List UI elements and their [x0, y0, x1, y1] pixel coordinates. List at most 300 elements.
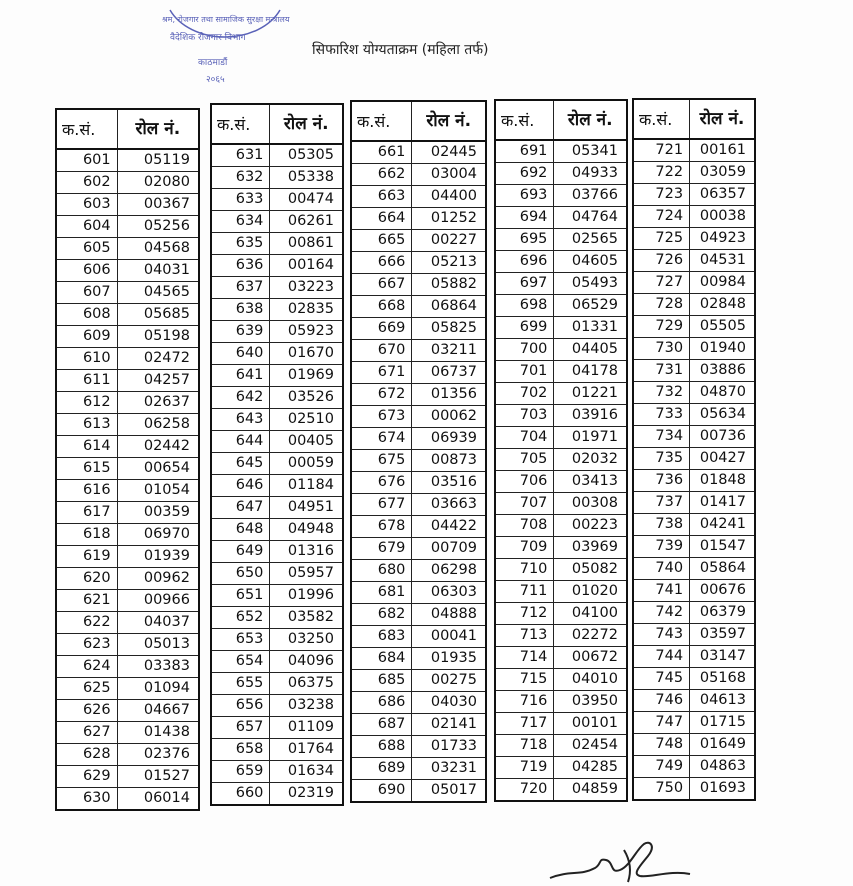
table-row: [56, 568, 199, 590]
table-row: [633, 690, 755, 712]
serial-number: 664: [351, 208, 412, 230]
svg-text:२०६५: २०६५: [206, 75, 225, 85]
table-row: [211, 189, 343, 211]
serial-number: 725: [633, 228, 690, 250]
table-row: [211, 343, 343, 365]
serial-number: 662: [351, 164, 412, 186]
table-row: [633, 139, 755, 162]
serial-number: 685: [351, 670, 412, 692]
serial-number: 611: [56, 370, 117, 392]
table-row: [56, 260, 199, 282]
table-row: [211, 739, 343, 761]
roll-number: 02454: [554, 735, 627, 757]
roll-number: 03238: [270, 695, 343, 717]
serial-number: 736: [633, 470, 690, 492]
table-row: [351, 362, 486, 384]
table-row: [495, 515, 627, 537]
table-row: [211, 365, 343, 387]
serial-number: 712: [495, 603, 554, 625]
roll-table-5: [632, 98, 756, 801]
roll-number: 02510: [270, 409, 343, 431]
table-row: [211, 651, 343, 673]
roll-number: 02272: [554, 625, 627, 647]
table-row: [633, 536, 755, 558]
serial-number: 629: [56, 766, 117, 788]
table-row: [495, 339, 627, 361]
table-row: [56, 766, 199, 788]
roll-number: 03526: [270, 387, 343, 409]
roll-number: 00474: [270, 189, 343, 211]
table-row: [56, 788, 199, 811]
svg-text:वैदेशिक रोजगार विभाग: वैदेशिक रोजगार विभाग: [170, 33, 246, 43]
table-row: [351, 604, 486, 626]
table-row: [495, 163, 627, 185]
table-row: [56, 480, 199, 502]
table-row: [211, 431, 343, 453]
serial-number: 627: [56, 722, 117, 744]
serial-number: 632: [211, 167, 270, 189]
table-row: [211, 387, 343, 409]
roll-number: 06379: [690, 602, 755, 624]
serial-number: 743: [633, 624, 690, 646]
serial-number: 750: [633, 778, 690, 801]
table-row: [633, 316, 755, 338]
roll-number: 04100: [554, 603, 627, 625]
serial-number: 692: [495, 163, 554, 185]
roll-number: 00736: [690, 426, 755, 448]
serial-number: 650: [211, 563, 270, 585]
roll-number: 04096: [270, 651, 343, 673]
roll-number: 01417: [690, 492, 755, 514]
table-row: [495, 625, 627, 647]
table-row: [495, 713, 627, 735]
roll-number: 04870: [690, 382, 755, 404]
table-row: [351, 428, 486, 450]
roll-number: 04010: [554, 669, 627, 691]
table-row: [351, 714, 486, 736]
serial-number: 618: [56, 524, 117, 546]
serial-number: 693: [495, 185, 554, 207]
table-row: [495, 229, 627, 251]
table-row: [495, 317, 627, 339]
table-row: [351, 384, 486, 406]
roll-number: 06864: [412, 296, 486, 318]
roll-number: 01715: [690, 712, 755, 734]
table-row: [495, 361, 627, 383]
roll-number: 03004: [412, 164, 486, 186]
table-row: [633, 756, 755, 778]
serial-number: 670: [351, 340, 412, 362]
table-row: [633, 602, 755, 624]
roll-number: 04178: [554, 361, 627, 383]
signature: [540, 830, 700, 886]
serial-number: 658: [211, 739, 270, 761]
table-row: [351, 692, 486, 714]
roll-number: 05305: [270, 144, 343, 167]
table-row: [56, 216, 199, 238]
roll-number: 00161: [690, 139, 755, 162]
roll-number: 05256: [117, 216, 199, 238]
roll-number: 03663: [412, 494, 486, 516]
serial-number: 614: [56, 436, 117, 458]
roll-number: 00308: [554, 493, 627, 515]
serial-number: 707: [495, 493, 554, 515]
table-row: [351, 538, 486, 560]
roll-number: 00676: [690, 580, 755, 602]
roll-number: 01547: [690, 536, 755, 558]
serial-number: 733: [633, 404, 690, 426]
roll-number: 04037: [117, 612, 199, 634]
roll-number: 01316: [270, 541, 343, 563]
serial-number: 625: [56, 678, 117, 700]
table-row: [56, 722, 199, 744]
roll-number: 01331: [554, 317, 627, 339]
roll-number: 02141: [412, 714, 486, 736]
table-row: [495, 140, 627, 163]
serial-number: 621: [56, 590, 117, 612]
serial-number: 615: [56, 458, 117, 480]
roll-table-3: [350, 100, 487, 803]
roll-number: 03223: [270, 277, 343, 299]
serial-number: 714: [495, 647, 554, 669]
table-row: [495, 735, 627, 757]
roll-number: 04241: [690, 514, 755, 536]
serial-number: 633: [211, 189, 270, 211]
table-row: [633, 294, 755, 316]
table-row: [211, 409, 343, 431]
roll-number: 00984: [690, 272, 755, 294]
roll-number: 04285: [554, 757, 627, 779]
table-row: [633, 184, 755, 206]
serial-number: 637: [211, 277, 270, 299]
table-row: [633, 492, 755, 514]
roll-number: 06298: [412, 560, 486, 582]
serial-number: 749: [633, 756, 690, 778]
table-row: [495, 207, 627, 229]
roll-number: 05825: [412, 318, 486, 340]
roll-table-4: [494, 99, 628, 802]
serial-number: 604: [56, 216, 117, 238]
table-row: [351, 626, 486, 648]
roll-number: 01848: [690, 470, 755, 492]
serial-number: 715: [495, 669, 554, 691]
roll-number: 01527: [117, 766, 199, 788]
table-row: [495, 295, 627, 317]
roll-header: रोल नं.: [690, 99, 755, 139]
table-row: [495, 779, 627, 802]
roll-number: 04605: [554, 251, 627, 273]
roll-number: 01252: [412, 208, 486, 230]
serial-number: 677: [351, 494, 412, 516]
serial-number: 669: [351, 318, 412, 340]
roll-number: 06529: [554, 295, 627, 317]
roll-number: 04948: [270, 519, 343, 541]
serial-number: 711: [495, 581, 554, 603]
roll-number: 02445: [412, 141, 486, 164]
serial-number: 635: [211, 233, 270, 255]
roll-number: 06737: [412, 362, 486, 384]
serial-number: 705: [495, 449, 554, 471]
table-row: [495, 581, 627, 603]
serial-number: 630: [56, 788, 117, 811]
roll-number: 02848: [690, 294, 755, 316]
table-row: [633, 778, 755, 801]
roll-number: 01221: [554, 383, 627, 405]
table-row: [211, 695, 343, 717]
serial-number: 644: [211, 431, 270, 453]
table-row: [633, 668, 755, 690]
table-row: [633, 272, 755, 294]
table-row: [495, 449, 627, 471]
roll-number: 01996: [270, 585, 343, 607]
roll-number: 02472: [117, 348, 199, 370]
table-row: [351, 516, 486, 538]
roll-number: 04859: [554, 779, 627, 802]
roll-number: 05341: [554, 140, 627, 163]
serial-header: क.सं.: [495, 100, 554, 140]
table-row: [211, 717, 343, 739]
serial-number: 628: [56, 744, 117, 766]
roll-number: 05685: [117, 304, 199, 326]
table-row: [351, 648, 486, 670]
office-seal-stamp: [150, 0, 300, 90]
table-row: [211, 783, 343, 806]
roll-number: 05013: [117, 634, 199, 656]
roll-number: 02032: [554, 449, 627, 471]
serial-number: 655: [211, 673, 270, 695]
roll-number: 00059: [270, 453, 343, 475]
roll-number: 05198: [117, 326, 199, 348]
table-row: [56, 700, 199, 722]
serial-number: 607: [56, 282, 117, 304]
serial-header: क.सं.: [56, 109, 117, 149]
table-row: [56, 436, 199, 458]
serial-number: 723: [633, 184, 690, 206]
serial-number: 704: [495, 427, 554, 449]
table-row: [56, 458, 199, 480]
table-row: [211, 541, 343, 563]
serial-number: 689: [351, 758, 412, 780]
table-row: [633, 558, 755, 580]
serial-number: 720: [495, 779, 554, 802]
table-row: [633, 624, 755, 646]
table-row: [351, 736, 486, 758]
table-row: [633, 734, 755, 756]
table-row: [351, 560, 486, 582]
table-row: [495, 603, 627, 625]
serial-number: 649: [211, 541, 270, 563]
serial-number: 734: [633, 426, 690, 448]
serial-number: 730: [633, 338, 690, 360]
roll-number: 04531: [690, 250, 755, 272]
serial-number: 732: [633, 382, 690, 404]
table-row: [56, 524, 199, 546]
table-row: [56, 656, 199, 678]
serial-number: 682: [351, 604, 412, 626]
table-row: [211, 607, 343, 629]
serial-number: 737: [633, 492, 690, 514]
serial-number: 671: [351, 362, 412, 384]
serial-number: 642: [211, 387, 270, 409]
roll-number: 06258: [117, 414, 199, 436]
roll-number: 04933: [554, 163, 627, 185]
table-row: [351, 164, 486, 186]
svg-text:काठमाडौं: काठमाडौं: [198, 58, 228, 68]
table-row: [56, 392, 199, 414]
table-row: [633, 360, 755, 382]
serial-number: 672: [351, 384, 412, 406]
roll-header: रोल नं.: [117, 109, 199, 149]
roll-number: 01356: [412, 384, 486, 406]
roll-number: 00654: [117, 458, 199, 480]
serial-number: 687: [351, 714, 412, 736]
table-row: [56, 326, 199, 348]
table-row: [495, 559, 627, 581]
roll-number: 01020: [554, 581, 627, 603]
roll-table-2: [210, 103, 344, 806]
serial-number: 652: [211, 607, 270, 629]
roll-number: 04405: [554, 339, 627, 361]
roll-number: 02376: [117, 744, 199, 766]
table-row: [56, 678, 199, 700]
table-row: [56, 149, 199, 172]
roll-header: रोल नं.: [270, 104, 343, 144]
table-row: [495, 251, 627, 273]
serial-number: 676: [351, 472, 412, 494]
roll-number: 06261: [270, 211, 343, 233]
roll-number: 04923: [690, 228, 755, 250]
roll-number: 00041: [412, 626, 486, 648]
serial-number: 695: [495, 229, 554, 251]
roll-number: 03383: [117, 656, 199, 678]
table-row: [211, 475, 343, 497]
roll-number: 02835: [270, 299, 343, 321]
table-row: [211, 321, 343, 343]
table-row: [351, 670, 486, 692]
roll-number: 03916: [554, 405, 627, 427]
serial-number: 601: [56, 149, 117, 172]
serial-number: 603: [56, 194, 117, 216]
roll-number: 03582: [270, 607, 343, 629]
page-title: सिफारिश योग्यताक्रम (महिला तर्फ): [312, 42, 489, 58]
table-row: [633, 712, 755, 734]
roll-number: 03886: [690, 360, 755, 382]
table-row: [351, 406, 486, 428]
roll-number: 00223: [554, 515, 627, 537]
serial-number: 668: [351, 296, 412, 318]
serial-number: 686: [351, 692, 412, 714]
serial-number: 735: [633, 448, 690, 470]
roll-header: रोल नं.: [412, 101, 486, 141]
table-row: [351, 141, 486, 164]
table-row: [211, 299, 343, 321]
roll-number: 05082: [554, 559, 627, 581]
roll-number: 00275: [412, 670, 486, 692]
roll-number: 00873: [412, 450, 486, 472]
table-row: [351, 758, 486, 780]
roll-number: 01649: [690, 734, 755, 756]
serial-number: 721: [633, 139, 690, 162]
serial-number: 654: [211, 651, 270, 673]
serial-number: 617: [56, 502, 117, 524]
serial-number: 661: [351, 141, 412, 164]
serial-number: 747: [633, 712, 690, 734]
serial-number: 634: [211, 211, 270, 233]
roll-table-1: [55, 108, 200, 811]
serial-number: 699: [495, 317, 554, 339]
table-row: [351, 274, 486, 296]
table-row: [56, 414, 199, 436]
table-row: [633, 470, 755, 492]
serial-number: 648: [211, 519, 270, 541]
roll-header: रोल नं.: [554, 100, 627, 140]
serial-number: 612: [56, 392, 117, 414]
serial-number: 626: [56, 700, 117, 722]
roll-number: 02319: [270, 783, 343, 806]
serial-number: 660: [211, 783, 270, 806]
table-row: [56, 502, 199, 524]
roll-number: 02565: [554, 229, 627, 251]
table-row: [633, 162, 755, 184]
table-row: [495, 493, 627, 515]
serial-number: 717: [495, 713, 554, 735]
serial-number: 605: [56, 238, 117, 260]
table-row: [633, 206, 755, 228]
serial-number: 608: [56, 304, 117, 326]
roll-number: 06014: [117, 788, 199, 811]
table-row: [211, 144, 343, 167]
serial-number: 653: [211, 629, 270, 651]
serial-number: 645: [211, 453, 270, 475]
serial-number: 606: [56, 260, 117, 282]
roll-number: 04030: [412, 692, 486, 714]
serial-number: 742: [633, 602, 690, 624]
roll-number: 03211: [412, 340, 486, 362]
serial-number: 656: [211, 695, 270, 717]
table-row: [56, 348, 199, 370]
roll-number: 02637: [117, 392, 199, 414]
roll-number: 03516: [412, 472, 486, 494]
serial-number: 698: [495, 295, 554, 317]
roll-number: 02442: [117, 436, 199, 458]
table-row: [633, 338, 755, 360]
table-row: [211, 453, 343, 475]
roll-number: 05213: [412, 252, 486, 274]
table-row: [351, 450, 486, 472]
roll-number: 05957: [270, 563, 343, 585]
serial-number: 738: [633, 514, 690, 536]
roll-number: 05923: [270, 321, 343, 343]
serial-number: 666: [351, 252, 412, 274]
roll-number: 05864: [690, 558, 755, 580]
svg-text:नेपाल सरकार: [188, 0, 232, 1]
roll-number: 01438: [117, 722, 199, 744]
serial-number: 739: [633, 536, 690, 558]
table-row: [495, 471, 627, 493]
table-row: [351, 780, 486, 803]
roll-number: 00962: [117, 568, 199, 590]
table-row: [211, 497, 343, 519]
table-row: [351, 296, 486, 318]
roll-number: 04888: [412, 604, 486, 626]
serial-number: 665: [351, 230, 412, 252]
serial-number: 639: [211, 321, 270, 343]
table-row: [495, 537, 627, 559]
roll-number: 03147: [690, 646, 755, 668]
serial-number: 667: [351, 274, 412, 296]
table-row: [351, 186, 486, 208]
roll-number: 04667: [117, 700, 199, 722]
